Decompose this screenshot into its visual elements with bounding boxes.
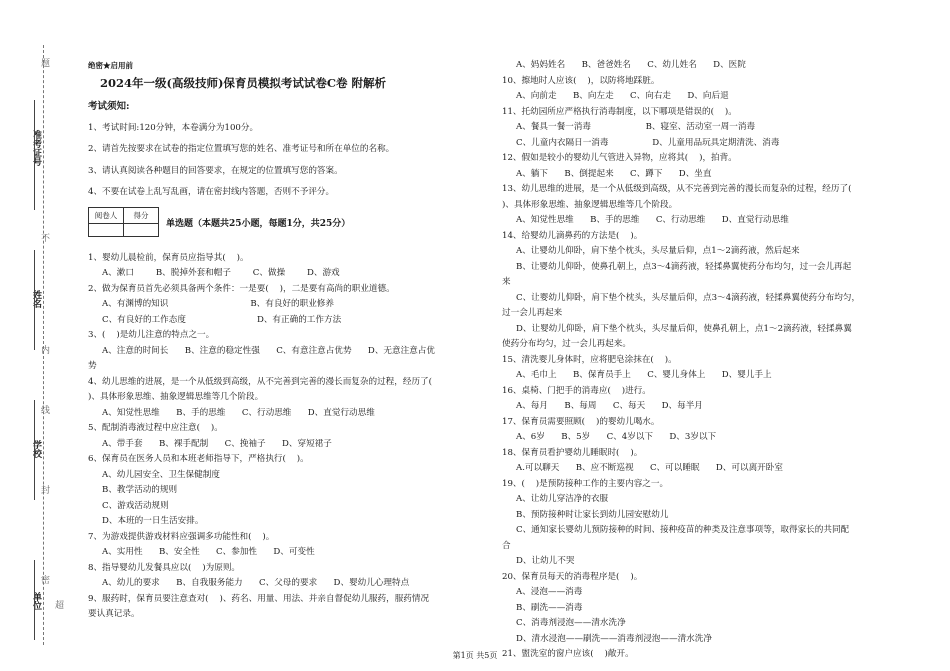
grader-blank[interactable] — [89, 224, 124, 237]
answer-option-line: C、消毒剂浸泡——清水洗净 — [516, 618, 626, 628]
answer-option-line: A、注意的时间长 B、注意的稳定性强 C、有意注意占优势 D、无意注意占优 — [102, 345, 435, 356]
question-line: 11、托幼园所应严格执行消毒制度，以下哪项是错误的( )。 — [502, 106, 737, 117]
question-line: 4、幼儿思维的进展，是一个从低级到高级，从不完善到完善的漫长而复杂的过程，经历了( — [88, 376, 432, 387]
grader-cell: 阅卷人 — [89, 207, 124, 224]
question-line: 过一会儿再起来 — [502, 308, 563, 318]
name-label: 姓名 — [31, 290, 41, 308]
left-column — [88, 58, 488, 623]
seal-hint-char: 封 — [39, 485, 49, 494]
exam-number-underline — [34, 100, 36, 210]
answer-option-line: A、知觉性思维 B、手的思维 C、行动思维 D、直觉行动思维 — [102, 407, 375, 418]
answer-option-line: A、让幼儿穿洁净的衣服 — [516, 494, 609, 504]
unit-underline — [34, 560, 36, 640]
binding-gutter — [0, 0, 70, 671]
question-line: 16、桌椅、门把手的消毒应( )进行。 — [502, 385, 651, 396]
question-line: 5、配制消毒液过程中应注意( )。 — [88, 423, 223, 433]
seal-hint-char: 密 — [39, 575, 49, 584]
grader-score-table — [88, 207, 159, 238]
answer-option-line: D、让婴幼儿仰卧，肩下垫个枕头，头尽量后仰，使鼻孔朝上，点1～2滴药液，轻揉鼻翼 — [516, 323, 852, 334]
answer-option-line: A.可以聊天 B、应不断巡视 C、可以睡眠 D、可以离开卧室 — [516, 463, 783, 473]
exam-number-label: 准考证号 — [31, 130, 41, 166]
question-line: 15、清洗婴儿身体时，应将肥皂涂抹在( )。 — [502, 354, 677, 365]
answer-option-line: A、向前走 B、向左走 C、向右走 D、向后退 — [516, 91, 729, 101]
answer-option-line: D、本班的一日生活安排。 — [102, 516, 204, 526]
answer-option-line: A、实用性 B、安全性 C、参加性 D、可变性 — [102, 547, 315, 557]
answer-option-line: C、让婴幼儿仰卧，肩下垫个枕头，头尽量后仰，点3～4滴药液，轻揉鼻翼使药分布均匀， — [516, 292, 861, 303]
question-line: 合 — [502, 540, 511, 551]
answer-option-line: A、幼儿园安全、卫生保健制度 — [102, 469, 220, 480]
notice-heading: 考试须知: — [88, 101, 130, 112]
answer-option-line: B、刷洗——消毒 — [516, 602, 583, 613]
question-line: 使药分布均匀，过一会儿再起来。 — [502, 339, 631, 349]
question-line: )、具体形象思维、抽象逻辑思维等几个阶段。 — [502, 199, 678, 210]
seal-hint-char: 线 — [39, 405, 49, 414]
question-line: 2、做为保育员首先必须具备两个条件：一是要( )，二是要有高尚的职业道德。 — [88, 283, 395, 294]
answer-option-line: A、餐具一餐一消毒 B、寝室、活动室一周一消毒 — [516, 122, 756, 132]
question-line: 14、给婴幼儿滴鼻药的方法是( )。 — [502, 230, 643, 241]
answer-option-line: D、让幼儿不哭 — [516, 556, 575, 566]
answer-option-line: A、6岁 B、5岁 C、4岁以下 D、3岁以下 — [516, 432, 717, 442]
score-blank[interactable] — [124, 224, 159, 237]
question-line: 来 — [502, 277, 511, 287]
answer-option-line: A、每月 B、每周 C、每天 D、每半月 — [516, 401, 703, 411]
answer-option-line: A、毛巾上 B、保育员手上 C、婴儿身体上 D、婴儿手上 — [516, 370, 772, 380]
right-question-list — [502, 58, 927, 663]
question-line: 19、( )是预防接种工作的主要内容之一。 — [502, 478, 669, 489]
answer-option-line: A、有渊博的知识 B、有良好的职业修养 — [102, 299, 334, 309]
question-line: 6、保育员在医务人员和本班老师指导下，严格执行( )。 — [88, 454, 309, 464]
answer-option-line: A、知觉性思维 B、手的思维 C、行动思维 D、直觉行动思维 — [516, 215, 789, 225]
page-footer: 第1页 共5页 — [452, 651, 498, 660]
question-line: 12、假如是较小的婴幼儿气管进入异物，应将其( )，拍背。 — [502, 153, 737, 163]
question-line: 18、保育员看护婴幼儿睡眠时( )。 — [502, 447, 643, 458]
question-line: 10、擦地时人应该( )，以防将地踩脏。 — [502, 75, 660, 86]
question-line: 3、( )是幼儿注意的特点之一。 — [88, 330, 215, 340]
notice-item: 1、考试时间:120分钟，本卷满分为100分。 — [88, 122, 259, 133]
answer-option-line: C、游戏活动规则 — [102, 500, 169, 511]
exam-title: 2024年一级(高级技师)保育员模拟考试试卷C卷 附解析 — [100, 75, 387, 90]
answer-option-line: B、教学活动的规则 — [102, 485, 178, 495]
answer-option-line: C、有良好的工作态度 D、有正确的工作方法 — [102, 314, 342, 325]
question-line: 9、服药时，保育员要注意查对( )、药名、用量、用法、并亲自督促幼儿服药，服药情况 — [88, 593, 430, 604]
answer-option-line: B、预防接种时让家长到幼儿园安慰幼儿 — [516, 509, 669, 520]
confidential-mark: 绝密★启用前 — [88, 61, 133, 70]
school-underline — [34, 400, 36, 500]
question-line: 17、保育员需要照顾( )的婴幼儿喝水。 — [502, 416, 660, 427]
answer-option-line: C、儿童内衣隔日一消毒 D、儿童用品玩具定期清洗、消毒 — [516, 137, 780, 148]
question-line: )、具体形象思维、抽象逻辑思维等几个阶段。 — [88, 392, 264, 402]
notice-item: 2、请首先按要求在试卷的指定位置填写您的姓名、准考证号和所在单位的名称。 — [88, 144, 395, 154]
answer-option-line: A、带手套 B、裸手配制 C、挽袖子 D、穿短裙子 — [102, 438, 332, 449]
answer-option-line: A、躺下 B、倒提起来 C、蹲下 D、坐直 — [516, 168, 712, 179]
question-line: 要认真记录。 — [88, 609, 140, 619]
answer-option-line: A、幼儿的要求 B、自我服务能力 C、父母的要求 D、婴幼儿心理特点 — [102, 578, 410, 588]
answer-option-line: C、通知家长婴幼儿预防接种的时间、接种疫苗的种类及注意事项等，取得家长的共同配 — [516, 525, 850, 535]
seal-hint-char: 内 — [39, 345, 49, 354]
answer-option-line: A、让婴幼儿仰卧，肩下垫个枕头，头尽量后仰，点1～2滴药液，然后起来 — [516, 246, 800, 256]
seal-hint-char: 超 — [53, 600, 63, 609]
question-line: 20、保育员每天的消毒程序是( )。 — [502, 571, 643, 582]
notice-item: 4、不要在试卷上乱写乱画，请在密封线内答题，否则不予评分。 — [88, 187, 335, 197]
answer-option-line: D、清水浸泡——刷洗——消毒剂浸泡——清水洗净 — [516, 633, 712, 644]
score-cell: 得分 — [124, 207, 159, 224]
question-line: 8、指导婴幼儿发餐具应以( )为原则。 — [88, 562, 241, 573]
seal-hint-char: 题 — [39, 58, 49, 67]
question-line: 势 — [88, 361, 97, 371]
school-label: 学校 — [31, 440, 41, 458]
question-line: 7、为游戏提供游戏材料应强调多功能性和( )。 — [88, 531, 275, 542]
unit-label: 单位 — [31, 592, 41, 610]
right-column — [502, 58, 927, 663]
answer-option-line: A、漱口 B、脱掉外套和帽子 C、做操 D、游戏 — [102, 268, 340, 278]
question-line: 1、婴幼儿晨检前，保育员应指导其( )。 — [88, 252, 249, 263]
seal-hint-char: 不 — [39, 233, 49, 242]
question-line: 21、盥洗室的窗户应该( )敞开。 — [502, 649, 634, 659]
notice-item: 3、请认真阅读各种题目的回答要求，在规定的位置填写您的答案。 — [88, 165, 343, 176]
answer-option-line: A、浸泡——消毒 — [516, 587, 583, 597]
answer-option-line: B、让婴幼儿仰卧，使鼻孔朝上，点3～4滴药液，轻揉鼻翼使药分布均匀，过一会儿再起 — [516, 261, 852, 272]
answer-option-line: A、妈妈姓名 B、爸爸姓名 C、幼儿姓名 D、医院 — [516, 60, 746, 70]
left-question-list — [88, 251, 488, 623]
section-heading: 单选题（本题共25小题，每题1分，共25分） — [166, 219, 351, 229]
name-underline — [34, 250, 36, 350]
question-line: 13、幼儿思维的进展，是一个从低级到高级，从不完善到完善的漫长而复杂的过程，经历了( — [502, 184, 852, 194]
